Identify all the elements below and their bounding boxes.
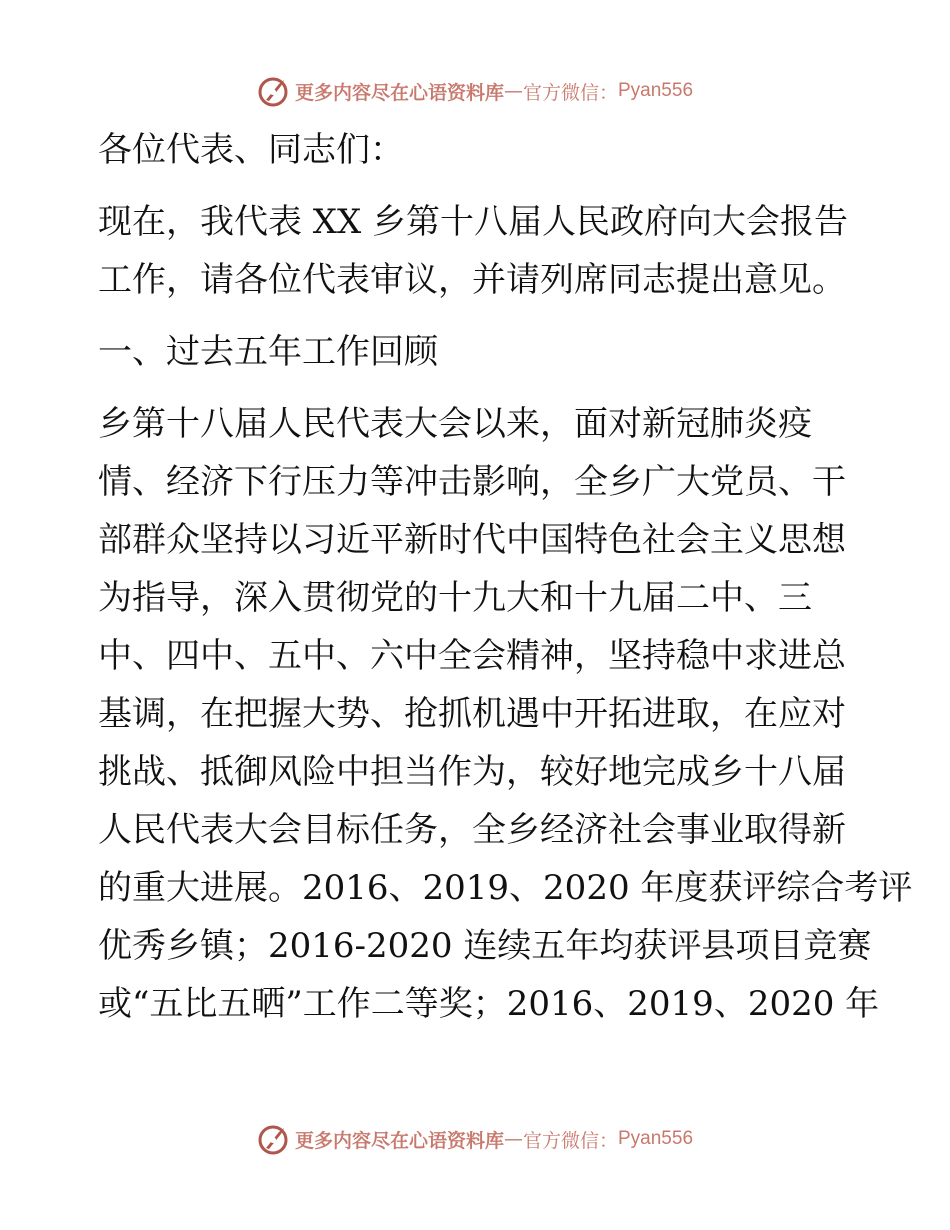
watermark-wechat-id: Pyan556 [618, 1128, 694, 1149]
watermark-wechat-label: 官方微信： [522, 81, 618, 104]
watermark-banner-top [0, 71, 950, 111]
body-line: 现在，我代表 XX 乡第十八届人民政府向大会报告 [98, 202, 849, 242]
body-line: 部群众坚持以习近平新时代中国特色社会主义思想 [98, 520, 846, 560]
body-line: 基调，在把握大势、抢抓机遇中开拓进取，在应对 [98, 694, 846, 734]
body-line: 挑战、抵御风险中担当作为，较好地完成乡十八届 [98, 752, 846, 792]
quill-logo-icon [257, 74, 291, 108]
watermark-site-text: 更多内容尽在心语资料库 [294, 81, 504, 104]
section-heading: 一、过去五年工作回顾 [98, 332, 438, 372]
body-line: 的重大进展。2016、2019、2020 年度获评综合考评 [98, 868, 913, 908]
body-line: 为指导，深入贯彻党的十九大和十九届二中、三 [98, 578, 812, 618]
body-line: 优秀乡镇；2016-2020 连续五年均获评县项目竞赛 [98, 926, 872, 966]
watermark-dash: — [503, 1128, 523, 1150]
body-line: 乡第十八届人民代表大会以来，面对新冠肺炎疫 [98, 404, 812, 444]
body-line: 各位代表、同志们： [98, 130, 404, 170]
watermark-dash: — [503, 80, 523, 102]
body-line: 中、四中、五中、六中全会精神，坚持稳中求进总 [98, 636, 846, 676]
watermark-wechat-id: Pyan556 [618, 80, 694, 101]
body-line: 工作，请各位代表审议，并请列席同志提出意见。 [98, 260, 846, 300]
body-line: 情、经济下行压力等冲击影响，全乡广大党员、干 [98, 462, 846, 502]
watermark-banner-bottom [0, 1119, 950, 1159]
body-line: 人民代表大会目标任务，全乡经济社会事业取得新 [98, 810, 846, 850]
watermark-site-text: 更多内容尽在心语资料库 [294, 1129, 504, 1152]
quill-logo-icon [257, 1122, 291, 1156]
body-line: 或“五比五晒”工作二等奖；2016、2019、2020 年 [98, 984, 880, 1024]
watermark-wechat-label: 官方微信： [522, 1129, 618, 1152]
